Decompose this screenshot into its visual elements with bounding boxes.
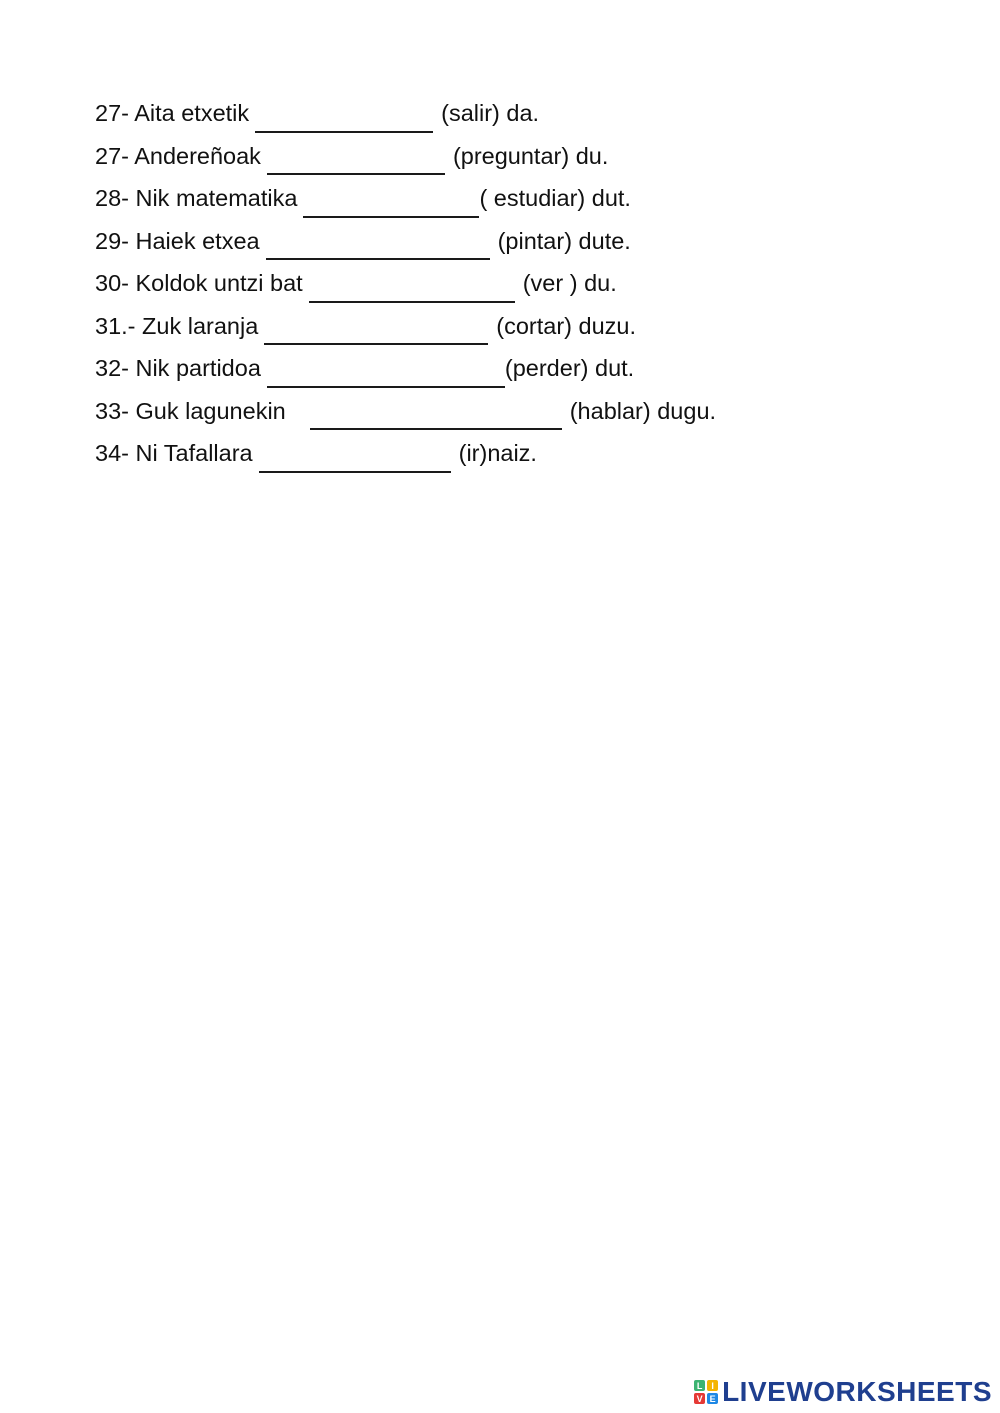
worksheet (95, 92, 955, 475)
answer-input-preguntar[interactable] (267, 151, 445, 175)
answer-input-ver[interactable] (309, 279, 515, 303)
exercise-line-27a (95, 92, 955, 135)
exercise-hint: (ir)naiz. (458, 440, 537, 466)
exercise-line-32 (95, 347, 955, 390)
exercise-line-28 (95, 177, 955, 220)
exercise-line-34 (95, 432, 955, 475)
exercise-prompt: 29- Haiek etxea (95, 227, 260, 254)
exercise-prompt: 27- Andereñoak (95, 142, 261, 169)
exercise-hint: (pintar) dute. (497, 227, 631, 254)
exercise-hint: (cortar) duzu. (496, 312, 637, 339)
exercise-line-31 (95, 305, 955, 348)
logo-tile: V (694, 1393, 705, 1404)
exercise-hint: (salir) da. (441, 100, 540, 126)
exercise-hint: ( estudiar) dut. (479, 185, 631, 211)
liveworksheets-logo-text: LIVEWORKSHEETS (722, 1376, 992, 1407)
logo-tile: I (707, 1380, 718, 1391)
answer-input-estudiar[interactable] (303, 194, 479, 218)
exercise-prompt: 27- Aita etxetik (95, 100, 250, 126)
exercise-line-27b (95, 135, 955, 178)
logo-tile: E (707, 1393, 718, 1404)
exercise-line-29 (95, 220, 955, 263)
exercise-hint: (preguntar) du. (452, 142, 609, 169)
exercise-line-33 (95, 390, 955, 433)
answer-input-hablar[interactable] (310, 406, 562, 430)
exercise-hint: (hablar) dugu. (569, 397, 717, 424)
answer-input-perder[interactable] (267, 364, 505, 388)
liveworksheets-logo-icon (694, 1380, 718, 1404)
exercise-prompt: 33- Guk lagunekin (95, 397, 286, 424)
liveworksheets-logo (694, 1377, 992, 1407)
answer-input-ir[interactable] (259, 449, 451, 473)
exercise-hint: (ver ) du. (522, 270, 617, 296)
answer-input-cortar[interactable] (264, 321, 488, 345)
exercise-prompt: 30- Koldok untzi bat (95, 270, 303, 296)
logo-tile: L (694, 1380, 705, 1391)
answer-input-salir[interactable] (255, 109, 433, 133)
exercise-prompt: 28- Nik matematika (95, 185, 298, 211)
exercise-hint: (perder) dut. (504, 355, 635, 381)
answer-input-pintar[interactable] (266, 236, 490, 260)
exercise-prompt: 32- Nik partidoa (95, 355, 261, 381)
exercise-prompt: 34- Ni Tafallara (95, 440, 253, 466)
exercise-prompt: 31.- Zuk laranja (95, 312, 259, 339)
exercise-line-30 (95, 262, 955, 305)
